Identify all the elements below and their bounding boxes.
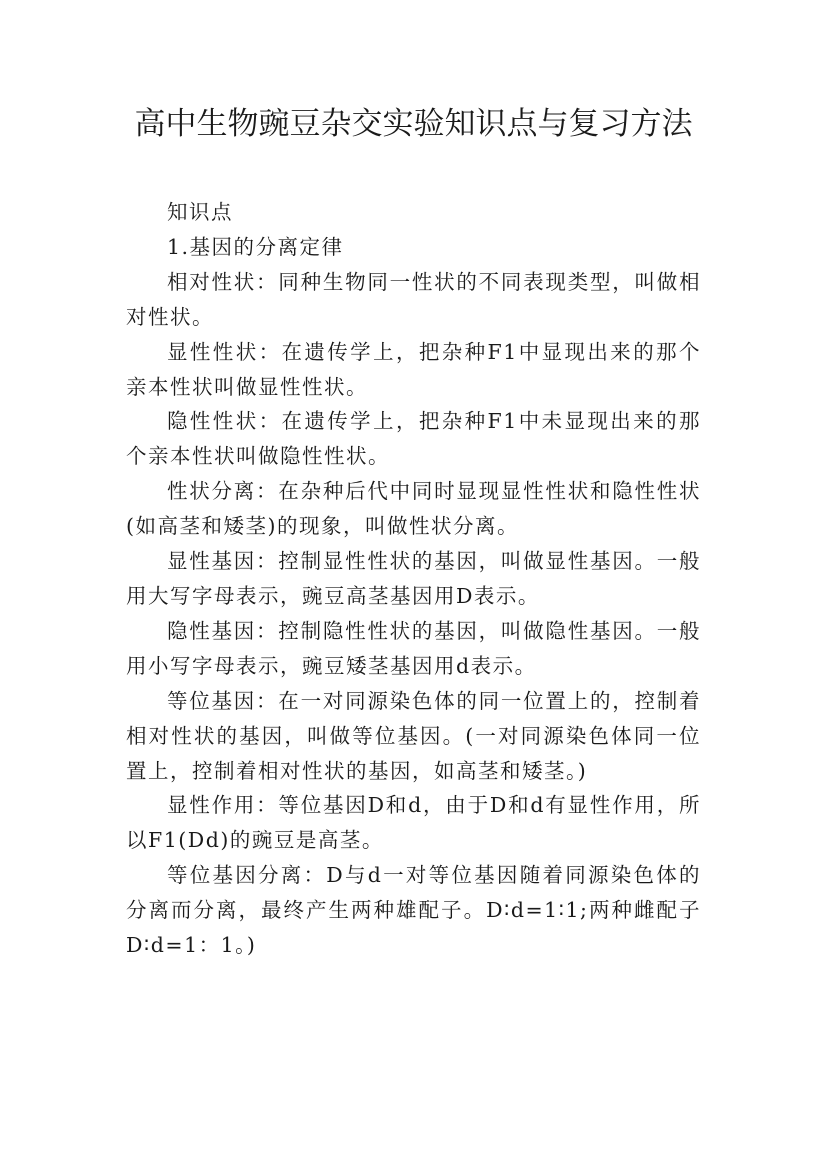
document-title: 高中生物豌豆杂交实验知识点与复习方法 [134,106,693,142]
paragraph: 显性作用：等位基因D和d，由于D和d有显性作用，所以F1(Dd)的豌豆是高茎。 [126,793,701,853]
paragraph: 性状分离：在杂种后代中同时显现显性性状和隐性性状(如高茎和矮茎)的现象，叫做性状分离。 [126,479,701,539]
paragraph: 等位基因分离：D与d一对等位基因随着同源染色体的分离而分离，最终产生两种雄配子。D∶d=1∶1;两种雌配子D∶d=1：1。) [126,863,701,958]
paragraph: 相对性状：同种生物同一性状的不同表现类型，叫做相对性状。 [126,269,701,329]
paragraph: 等位基因：在一对同源染色体的同一位置上的，控制着相对性状的基因，叫做等位基因。(一对同源染色体同一位置上，控制着相对性状的基因，如高茎和矮茎。) [126,688,701,783]
paragraph: 显性基因：控制显性性状的基因，叫做显性基因。一般用大写字母表示，豌豆高茎基因用D表示。 [126,549,701,608]
document-body [126,195,701,963]
paragraph: 隐性性状：在遗传学上，把杂种F1中未显现出来的那个亲本性状叫做隐性性状。 [126,409,701,469]
subsection-heading: 1.基因的分离定律 [167,234,344,259]
paragraph: 显性性状：在遗传学上，把杂种F1中显现出来的那个亲本性状叫做显性性状。 [126,339,701,399]
section-heading: 知识点 [167,200,233,224]
paragraph: 隐性基因：控制隐性性状的基因，叫做隐性基因。一般用小写字母表示，豌豆矮茎基因用d表示。 [126,618,701,678]
